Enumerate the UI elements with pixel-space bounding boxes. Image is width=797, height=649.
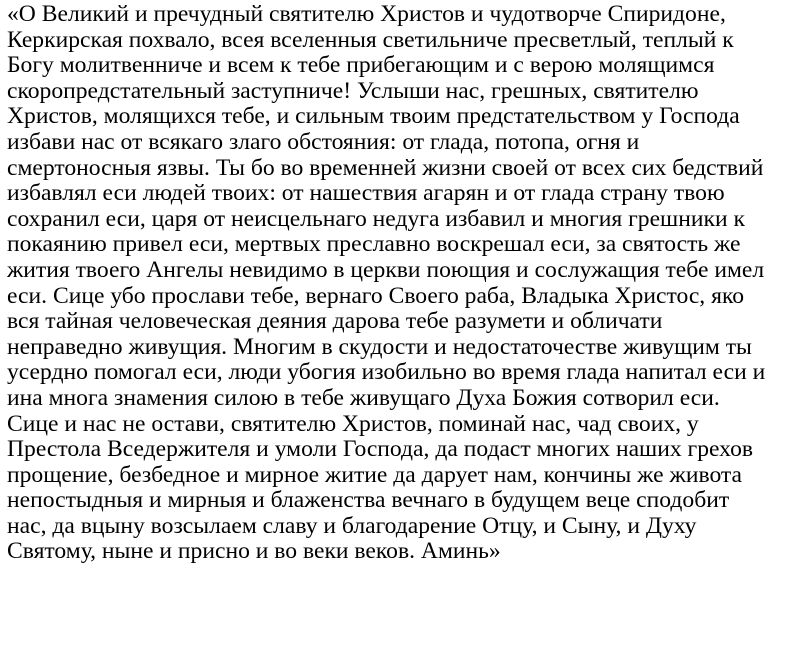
- text-line-9: сохранил еси, царя от неисцельнаго недуга избавил и многия грешники к: [7, 205, 745, 232]
- text-line-10: покаянию привел еси, мертвых преславно воскрешал еси, за святость же: [7, 231, 741, 258]
- text-line-20: непостыдныя и мирныя и блаженства вечнаго в будущем веце сподобит: [7, 487, 730, 514]
- text-line-4: скоропредстательный заступниче! Услыши нас, грешных, святителю: [7, 77, 699, 104]
- text-line-8: избавлял еси людей твоих: от нашествия агарян и от глада страну твою: [7, 180, 725, 207]
- prayer-text-block: [7, 2, 793, 565]
- text-line-19: прощение, безбедное и мирное житие да дарует нам, кончины же живота: [7, 461, 742, 488]
- text-line-18: Престола Вседержителя и умоли Господа, да подаст многих наших грехов: [7, 436, 754, 463]
- text-line-2: Керкирская похвало, всея вселенныя светильниче пресветлый, теплый к: [7, 26, 734, 53]
- text-line-21: нас, да вцыну возсылаем славу и благодарение Отцу, и Сыну, и Духу: [7, 512, 697, 539]
- text-line-16: ина многа знамения силою в тебе живущаго Духа Божия сотворил еси.: [7, 384, 720, 411]
- text-line-11: жития твоего Ангелы невидимо в церкви поющия и сослужащия тебе имел: [7, 256, 765, 283]
- text-line-7: смертоносныя язвы. Ты бо во временней жизни своей от всех сих бедствий: [7, 154, 764, 181]
- text-line-6: избави нас от всякаго злаго обстояния: от глада, потопа, огня и: [7, 128, 640, 155]
- text-line-12: еси. Сице убо прослави тебе, вернаго Своего раба, Владыка Христос, яко: [7, 282, 745, 309]
- text-line-5: Христов, молящихся тебе, и сильным твоим предстательством у Господа: [7, 103, 740, 130]
- text-line-17: Сице и нас не остави, святителю Христов, поминай нас, чад своих, у: [7, 410, 699, 437]
- text-line-22: Святому, ныне и присно и во веки веков. Аминь»: [7, 538, 501, 565]
- text-line-13: вся тайная человеческая деяния дарова тебе разумети и обличати: [7, 308, 663, 335]
- text-line-3: Богу молитвенниче и всем к тебе прибегающим и с верою молящимся: [7, 52, 715, 79]
- text-line-1: «О Великий и пречудный святителю Христов и чудотворче Спиридоне,: [7, 1, 726, 27]
- text-line-15: усердно помогал еси, люди убогия изобильно во время глада напитал еси и: [7, 359, 766, 386]
- text-line-14: неправедно живущия. Многим в скудости и недостаточестве живущим ты: [7, 333, 752, 360]
